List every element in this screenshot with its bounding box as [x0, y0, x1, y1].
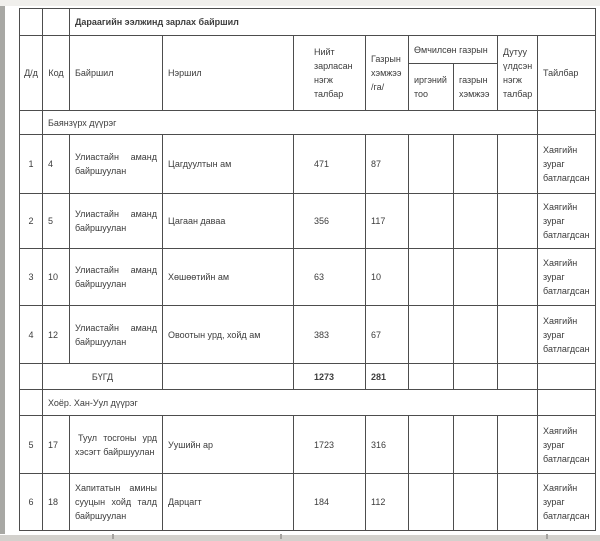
cell-land-size — [454, 474, 498, 531]
cell-remaining — [498, 194, 538, 249]
cell-total-declared: 184 — [294, 474, 366, 531]
cell-land-area: 117 — [366, 194, 409, 249]
cell-citizen-count — [409, 474, 454, 531]
empty-cell — [538, 111, 596, 135]
cell-location: Улиастайн аманд байршуулан — [70, 194, 163, 249]
cell-land-size — [454, 416, 498, 474]
table-row — [20, 194, 596, 249]
cell-land-area: 10 — [366, 249, 409, 306]
col-header-owned-land: Өмчилсөн газрын — [409, 36, 498, 64]
empty-cell — [498, 364, 538, 390]
empty-cell — [20, 364, 43, 390]
table-row — [20, 306, 596, 364]
land-area-sum: 281 — [366, 364, 409, 390]
cell-citizen-count — [409, 416, 454, 474]
cell-note: Хаягийн зураг батлагдсан — [538, 416, 596, 474]
cell-land-size — [454, 135, 498, 194]
land-allocation-table — [19, 8, 596, 531]
cell-name: Цагдуултын ам — [163, 135, 294, 194]
cell-name: Хөшөөтийн ам — [163, 249, 294, 306]
cell-no: 4 — [20, 306, 43, 364]
table-row — [20, 474, 596, 531]
cell-location: Улиастайн аманд байршуулан — [70, 249, 163, 306]
col-header-name: Нэршил — [163, 36, 294, 111]
cell-citizen-count — [409, 135, 454, 194]
cell-note: Хаягийн зураг батлагдсан — [538, 194, 596, 249]
cell-citizen-count — [409, 194, 454, 249]
col-header-code: Код — [43, 36, 70, 111]
cell-location: Улиастайн аманд байршуулан — [70, 135, 163, 194]
empty-cell — [163, 364, 294, 390]
table-row — [20, 249, 596, 306]
total-declared-sum: 1273 — [294, 364, 366, 390]
cell-land-area: 316 — [366, 416, 409, 474]
cell-note: Хаягийн зураг батлагдсан — [538, 474, 596, 531]
cell-no: 1 — [20, 135, 43, 194]
cell-code: 10 — [43, 249, 70, 306]
cell-total-declared: 63 — [294, 249, 366, 306]
col-header-remaining: Дутуу үлдсэн нэгж талбар — [498, 36, 538, 111]
cell-code: 18 — [43, 474, 70, 531]
cell-land-area: 67 — [366, 306, 409, 364]
window-left-edge — [0, 6, 5, 534]
cell-land-size — [454, 249, 498, 306]
cell-name: Уушийн ар — [163, 416, 294, 474]
total-label: БҮГД — [43, 364, 163, 390]
empty-cell — [538, 390, 596, 416]
empty-cell — [43, 9, 70, 36]
cell-total-declared: 356 — [294, 194, 366, 249]
cell-no: 3 — [20, 249, 43, 306]
cell-no: 6 — [20, 474, 43, 531]
cell-total-declared: 383 — [294, 306, 366, 364]
cell-no: 2 — [20, 194, 43, 249]
cell-name: Дарцагт — [163, 474, 294, 531]
col-header-land-area: Газрын хэмжээ /га/ — [366, 36, 409, 111]
total-row — [20, 364, 596, 390]
cell-note: Хаягийн зураг батлагдсан — [538, 249, 596, 306]
col-header-notes: Тайлбар — [538, 36, 596, 111]
empty-cell — [454, 364, 498, 390]
cell-total-declared: 1723 — [294, 416, 366, 474]
table-row — [20, 135, 596, 194]
cell-location: Туул тосгоны урд хэсэгт байршуулан — [70, 416, 163, 474]
scrollbar-notch — [280, 534, 282, 539]
col-header-location: Байршил — [70, 36, 163, 111]
section-header-khan-uul: Хоёр. Хан-Уул дүүрэг — [43, 390, 538, 416]
cell-remaining — [498, 474, 538, 531]
section-header-bayanzurkh: Баянзүрх дүүрэг — [43, 111, 538, 135]
table-row — [20, 416, 596, 474]
table-title: Дараагийн ээлжинд зарлах байршил — [70, 9, 596, 36]
scrollbar-notch — [546, 534, 548, 539]
cell-remaining — [498, 135, 538, 194]
col-header-total-declared: Нийт зарласан нэгж талбар — [294, 36, 366, 111]
cell-land-size — [454, 194, 498, 249]
cell-code: 12 — [43, 306, 70, 364]
horizontal-scrollbar[interactable] — [0, 535, 600, 541]
cell-remaining — [498, 306, 538, 364]
col-header-citizen-count: иргэний тоо — [409, 64, 454, 111]
col-header-no: Д/д — [20, 36, 43, 111]
cell-code: 4 — [43, 135, 70, 194]
cell-citizen-count — [409, 306, 454, 364]
cell-total-declared: 471 — [294, 135, 366, 194]
cell-location: Хапитатын амины сууцын хойд талд байршуулан — [70, 474, 163, 531]
cell-name: Овоотын урд, хойд ам — [163, 306, 294, 364]
cell-name: Цагаан даваа — [163, 194, 294, 249]
cell-land-area: 112 — [366, 474, 409, 531]
cell-code: 17 — [43, 416, 70, 474]
empty-cell — [20, 111, 43, 135]
scrollbar-notch — [112, 534, 114, 539]
cell-land-area: 87 — [366, 135, 409, 194]
cell-note: Хаягийн зураг батлагдсан — [538, 135, 596, 194]
empty-cell — [409, 364, 454, 390]
cell-code: 5 — [43, 194, 70, 249]
cell-location: Улиастайн аманд байршуулан — [70, 306, 163, 364]
window-top-edge — [0, 0, 600, 6]
cell-remaining — [498, 416, 538, 474]
empty-cell — [538, 364, 596, 390]
cell-citizen-count — [409, 249, 454, 306]
cell-no: 5 — [20, 416, 43, 474]
col-header-land-size: газрын хэмжээ — [454, 64, 498, 111]
empty-cell — [20, 390, 43, 416]
cell-land-size — [454, 306, 498, 364]
cell-remaining — [498, 249, 538, 306]
empty-cell — [20, 9, 43, 36]
cell-note: Хаягийн зураг батлагдсан — [538, 306, 596, 364]
